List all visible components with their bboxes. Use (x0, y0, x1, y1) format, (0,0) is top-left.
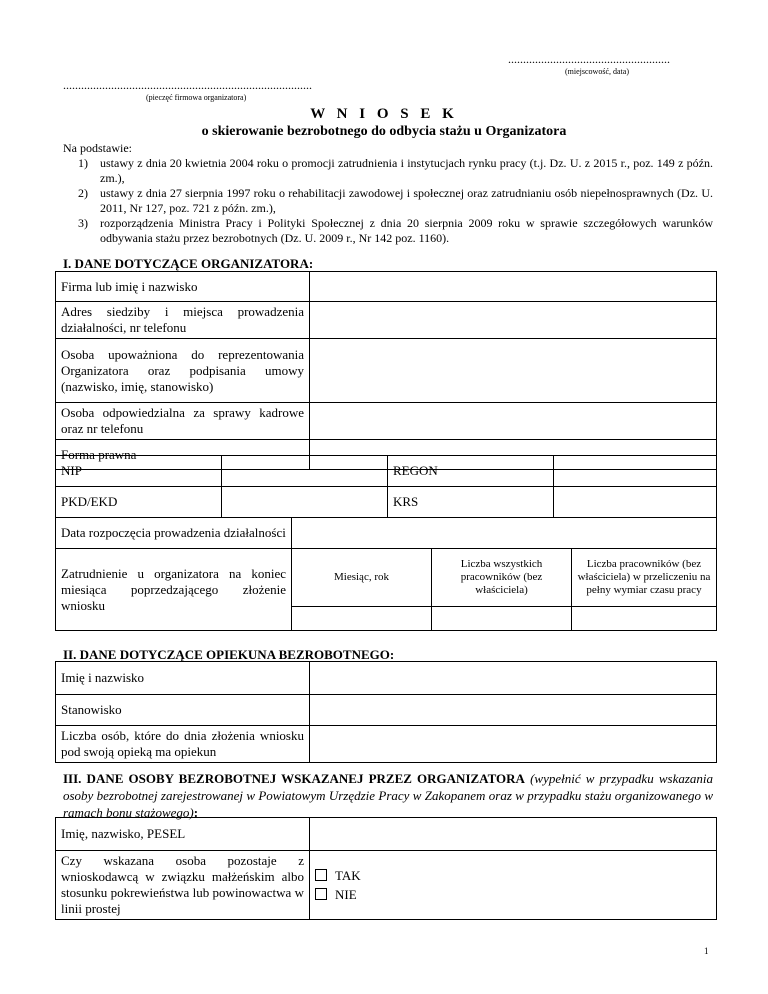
supervisor-name-field[interactable] (310, 662, 717, 695)
yes-option[interactable] (315, 868, 711, 884)
hr-person-field[interactable] (310, 403, 717, 440)
total-workers-field[interactable] (432, 607, 572, 631)
section2-heading: II. DANE DOTYCZĄCE OPIEKUNA BEZROBOTNEGO: (63, 647, 395, 662)
section3-heading: III. DANE OSOBY BEZROBOTNEJ WSKAZANEJ PRZEZ ORGANIZATORA (wypełnić w przypadku wskazania osoby bezrobotnej zarejestrowanej w Powiatowym Urzędzie Pracy w Zakopanem oraz w przypadku stażu organizowanego w ramach bonu stażowego): (63, 771, 714, 820)
supervisor-count-field[interactable] (310, 726, 717, 763)
total-workers-header: Liczba wszystkich pracowników (bez właściciela) (432, 549, 572, 607)
section3-heading-bold: III. DANE OSOBY BEZROBOTNEJ WSKAZANEJ PRZEZ ORGANIZATORA (63, 771, 525, 786)
supervisor-position-field[interactable] (310, 695, 717, 726)
legal-form-label: Forma prawna (56, 440, 310, 470)
id-numbers-table (55, 455, 717, 518)
address-label: Adres siedziby i miejsca prowadzenia działalności, nr telefonu (56, 302, 310, 339)
yes-label: TAK (335, 867, 361, 883)
fte-workers-field[interactable] (572, 607, 717, 631)
pesel-field[interactable] (310, 818, 717, 851)
section3-heading-note: (wypełnić w przypadku wskazania osoby bezrobotnej zarejestrowanej w Powiatowym Urzędzie Pracy w Zakopanem oraz w przypadku stażu organizowanego w ramach bonu stażowego) (63, 771, 714, 820)
firm-label: Firma lub imię i nazwisko (56, 272, 310, 302)
supervisor-name-label: Imię i nazwisko (56, 662, 310, 695)
document-subtitle: o skierowanie bezrobotnego do odbycia stażu u Organizatora (201, 124, 567, 139)
legal-basis (63, 141, 713, 246)
pkd-label: PKD/EKD (56, 487, 222, 518)
start-date-label: Data rozpoczęcia prowadzenia działalności (56, 518, 292, 549)
section1-heading: I. DANE DOTYCZĄCE ORGANIZATORA: (63, 256, 314, 271)
no-label: NIE (335, 886, 357, 902)
page-number: 1 (704, 946, 709, 956)
pkd-field[interactable] (222, 487, 388, 518)
nip-field[interactable] (222, 456, 388, 487)
no-checkbox[interactable] (315, 888, 327, 900)
month-year-header: Miesiąc, rok (292, 549, 432, 607)
legal-basis-item: 3) rozporządzenia Ministra Pracy i Polityki Społecznej z dnia 20 sierpnia 2009 roku w sprawie szczegółowych warunków odbywania stażu przez bezrobotnych (Dz. U. 2009 r., Nr 142 poz. 1160). (78, 216, 713, 245)
supervisor-table (55, 661, 717, 763)
krs-label: KRS (388, 487, 554, 518)
place-date-line: ...................................................... (508, 52, 670, 66)
pesel-label: Imię, nazwisko, PESEL (56, 818, 310, 851)
month-year-field[interactable] (292, 607, 432, 631)
supervisor-position-label: Stanowisko (56, 695, 310, 726)
supervisor-count-label: Liczba osób, które do dnia złożenia wniosku pod swoją opieką ma opiekun (56, 726, 310, 763)
krs-field[interactable] (554, 487, 717, 518)
hr-person-label: Osoba odpowiedzialna za sprawy kadrowe oraz nr telefonu (56, 403, 310, 440)
fte-workers-header: Liczba pracowników (bez właściciela) w przeliczeniu na pełny wymiar czasu pracy (572, 549, 717, 607)
relation-label: Czy wskazana osoba pozostaje z wnioskodawcą w związku małżeńskim albo stosunku pokrewieństwa lub powinowactwa w linii prostej (56, 851, 310, 920)
relation-options (310, 851, 717, 920)
start-date-field[interactable] (292, 518, 717, 549)
address-field[interactable] (310, 302, 717, 339)
document-title: W N I O S E K (310, 106, 458, 122)
regon-label: REGON (388, 456, 554, 487)
nip-label: NIP (56, 456, 222, 487)
legal-basis-intro: Na podstawie: (63, 141, 132, 155)
yes-checkbox[interactable] (315, 869, 327, 881)
legal-basis-item: 1) ustawy z dnia 20 kwietnia 2004 roku o promocji zatrudnienia i instytucjach rynku pracy (t.j. Dz. U. z 2015 r., poz. 149 z późn. zm.), (78, 156, 713, 185)
organizer-table (55, 271, 717, 470)
no-option[interactable] (315, 887, 711, 903)
place-date-label: (miejscowość, data) (565, 67, 629, 76)
legal-basis-item: 2) ustawy z dnia 27 sierpnia 1997 roku o rehabilitacji zawodowej i społecznej oraz zatrudnianiu osób niepełnosprawnych (Dz. U. 2011, Nr 127, poz. 721 z późn. zm.), (78, 186, 713, 215)
employment-label: Zatrudnienie u organizatora na koniec miesiąca poprzedzającego złożenie wniosku (56, 549, 292, 631)
employment-table (55, 517, 717, 631)
representative-label: Osoba upoważniona do reprezentowania Organizatora oraz podpisania umowy (nazwisko, imię, stanowisko) (56, 339, 310, 403)
representative-field[interactable] (310, 339, 717, 403)
regon-field[interactable] (554, 456, 717, 487)
stamp-line: ................................................................................... (63, 78, 312, 92)
unemployed-table (55, 817, 717, 920)
stamp-label: (pieczęć firmowa organizatora) (146, 93, 247, 102)
firm-field[interactable] (310, 272, 717, 302)
